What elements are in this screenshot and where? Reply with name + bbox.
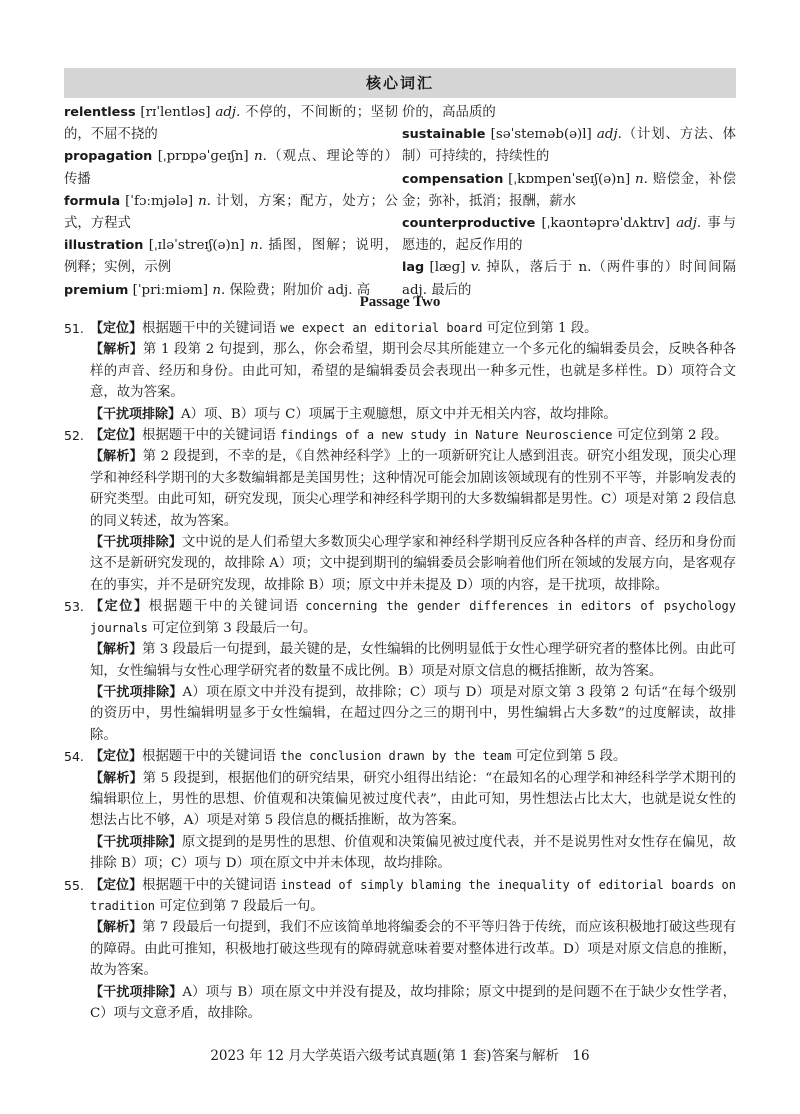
locate-label: 【定位】 [90, 599, 149, 615]
analysis-label: 【解析】 [90, 920, 143, 936]
question-number: 52. [64, 428, 84, 444]
vocab-def: 保险费；附加价 adj. 高 [225, 282, 371, 298]
vocab-word: relentless [64, 105, 136, 120]
question-number: 55. [64, 877, 84, 893]
vocab-def: 赔偿金，补偿金；弥补，抵消；报酬，薪水 [402, 171, 736, 209]
vocab-column-right [402, 102, 736, 302]
locate-label: 【定位】 [90, 877, 143, 893]
vocab-entry [64, 235, 398, 279]
vocab-list [64, 102, 736, 302]
vocab-pos: adj. [596, 127, 622, 143]
vocab-def: 插图，图解；说明，例释；实例，示例 [64, 238, 398, 276]
vocab-word: counterproductive [402, 216, 536, 232]
vocab-entry [64, 102, 398, 146]
vocab-def: 不停的，不间断的；坚韧的，不屈不挠的 [64, 105, 399, 143]
locate-text: 【定位】根据题干中的关键词语 findings of a new study in Nature Neuroscience 可定位到第 2 段。 [90, 428, 728, 444]
locate-label: 【定位】 [90, 428, 143, 444]
vocab-def: 掉队，落后于 n.（两件事的）时间间隔 adj. 最后的 [402, 260, 736, 298]
vocab-ipa: [səˈsteɪnəb(ə)l] [490, 127, 592, 143]
analysis-label: 【解析】 [90, 642, 143, 658]
locate-label: 【定位】 [90, 749, 143, 765]
vocab-entry [64, 191, 398, 235]
keyword-phrase: the conclusion drawn by the team [280, 749, 512, 764]
vocab-word: lag [402, 260, 425, 276]
question-53 [64, 596, 736, 746]
vocab-entry [402, 213, 736, 257]
exclusion-text: 【干扰项排除】A）项、B）项与 C）项属于主观臆想，原文中并无相关内容，故均排除。 [90, 406, 617, 422]
locate-text: 【定位】根据题干中的关键词语 instead of simply blaming the inequality of editorial boards on tradition 可定位到第 7 段最后一句。 [90, 877, 736, 914]
vocab-word: illustration [64, 238, 144, 254]
exclusion-text: 【干扰项排除】A）项与 B）项在原文中并没有提及，故均排除；原文中提到的是问题不在于缺少女性学者，C）项与文意矛盾，故排除。 [90, 984, 736, 1021]
vocab-def: （观点、理论等的）传播 [64, 149, 398, 187]
exclusion-label: 【干扰项排除】 [90, 684, 183, 700]
vocab-word: sustainable [402, 127, 486, 143]
question-52 [64, 425, 736, 596]
question-number: 54. [64, 749, 84, 765]
analysis-text: 【解析】第 5 段提到，根据他们的研究结果，研究小组得出结论：“在最知名的心理学和神经科学学术期刊的编辑职位上，男性的思想、价值观和决策偏见被过度代表”，由此可知，男性想法占比太大，也就是说女性的想法占比不够，A）项是对第 5 段信息的概括推断，故为答案。 [90, 770, 736, 829]
keyword-phrase: concerning the gender differences in editors of psychology journals [90, 599, 736, 635]
question-51 [64, 318, 736, 425]
vocab-pos: v. [470, 260, 481, 276]
locate-text: 【定位】根据题干中的关键词语 the conclusion drawn by the team 可定位到第 5 段。 [90, 749, 627, 765]
analysis-text: 【解析】第 2 段提到，不幸的是，《自然神经科学》上的一项新研究让人感到沮丧。研究小组发现，顶尖心理学和神经科学期刊的大多数编辑都是美国男性；这种情况可能会加剧该领域现有的性别不平等，并影响发表的研究类型。由此可知，研究发现，顶尖心理学和神经科学期刊的大多数编辑都是男性。C）项是对第 2 段信息的同义转述，故为答案。 [90, 449, 736, 529]
exclusion-label: 【干扰项排除】 [90, 406, 182, 422]
passage-title: Passage Two [359, 294, 441, 310]
vocab-ipa: [rɪˈlentləs] [140, 105, 211, 120]
answer-list [64, 318, 736, 1024]
vocab-entry [402, 124, 736, 168]
vocab-ipa: [ˌkɒmpenˈseɪʃ(ə)n] [508, 171, 631, 187]
page-footer: 2023 年 12 月大学英语六级考试真题(第 1 套)答案与解析 16 [210, 1048, 590, 1064]
vocab-word: premium [64, 282, 129, 298]
vocab-pos: adj. [676, 216, 702, 232]
vocab-word: compensation [402, 171, 504, 187]
vocab-def: 事与愿违的，起反作用的 [402, 216, 736, 254]
locate-label: 【定位】 [90, 321, 143, 336]
exclusion-text: 【干扰项排除】原文提到的是男性的思想、价值观和决策偏见被过度代表，并不是说男性对女性存在偏见，故排除 B）项；C）项与 D）项在原文中并未体现，故均排除。 [90, 834, 736, 872]
exclusion-label: 【干扰项排除】 [90, 535, 182, 551]
vocab-word: propagation [64, 149, 153, 165]
locate-text: 【定位】根据题干中的关键词语 we expect an editorial board 可定位到第 1 段。 [90, 321, 598, 336]
vocab-section-title: 核心词汇 [64, 68, 736, 98]
vocab-pos: n. [249, 238, 263, 254]
vocab-pos: n. [198, 193, 211, 209]
keyword-phrase: findings of a new study in Nature Neuroscience [280, 428, 613, 443]
vocab-pos: n. [635, 171, 648, 187]
exclusion-text: 【干扰项排除】A）项在原文中并没有提到，故排除；C）项与 D）项是对原文第 3 段第 2 句话“在每个级别的资历中，男性编辑明显多于女性编辑，在超过四分之三的期刊中，男性编辑占大多数”的过度解读，故排除。 [90, 684, 736, 743]
vocab-pos: adj. [215, 105, 241, 120]
vocab-ipa: [ˌprɒpəˈɡeɪʃn] [157, 149, 249, 165]
exclusion-label: 【干扰项排除】 [90, 984, 183, 1000]
vocab-ipa: [ˌkaʊntəprəˈdʌktɪv] [541, 216, 671, 232]
analysis-label: 【解析】 [90, 770, 143, 786]
analysis-label: 【解析】 [90, 449, 143, 465]
analysis-text: 【解析】第 3 段最后一句提到，最关键的是，女性编辑的比例明显低于女性心理学研究者的整体比例。由此可知，女性编辑与女性心理学研究者的数量不成比例。B）项是对原文信息的概括推断，故为答案。 [90, 642, 736, 679]
question-number: 51. [64, 321, 84, 336]
vocab-ipa: [ˈpriːmiəm] [132, 282, 209, 298]
vocab-column-left [64, 102, 398, 302]
keyword-phrase: we expect an editorial board [280, 321, 483, 335]
question-55 [64, 875, 736, 1025]
vocab-word: formula [64, 193, 121, 209]
vocab-def: 计划，方案；配方，处方；公式，方程式 [64, 193, 398, 232]
vocab-entry-continued: 价的，高品质的 [402, 105, 496, 120]
vocab-ipa: [ˈfɔːmjələ] [125, 193, 194, 209]
question-number: 53. [64, 599, 84, 615]
locate-text: 【定位】根据题干中的关键词语 concerning the gender differences in editors of psychology journals 可定位到第 3 段最后一句。 [90, 599, 736, 636]
vocab-entry [402, 169, 736, 213]
analysis-text: 【解析】第 7 段最后一句提到，我们不应该简单地将编委会的不平等归咎于传统，而应该积极地打破这些现有的障碍。由此可推知，积极地打破这些现有的障碍就意味着要对整体进行改革。D）项是对原文信息的推断，故为答案。 [90, 920, 736, 979]
vocab-ipa: [ˌɪləˈstreɪʃ(ə)n] [148, 238, 245, 254]
question-54 [64, 746, 736, 874]
vocab-entry [64, 146, 398, 190]
vocab-ipa: [læɡ] [429, 260, 466, 276]
exclusion-label: 【干扰项排除】 [90, 834, 182, 850]
analysis-label: 【解析】 [90, 342, 143, 358]
exclusion-text: 【干扰项排除】文中说的是人们希望大多数顶尖心理学家和神经科学期刊反应各种各样的声音、经历和身份而这不是新研究发现的，故排除 A）项；文中提到期刊的编辑委员会影响着他们所在领域的发展方向，是客观存在的事实，并不是研究发现，故排除 B）项；原文中并未提及 D）项的内容，是干扰项，故排除。 [90, 535, 736, 593]
vocab-def: （计划、方法、体制）可持续的，持续性的 [402, 127, 737, 165]
vocab-pos: n. [254, 149, 267, 165]
vocab-pos: n. [212, 282, 226, 298]
keyword-phrase: instead of simply blaming the inequality of editorial boards on tradition [90, 877, 736, 913]
analysis-text: 【解析】第 1 段第 2 句提到，那么，你会希望，期刊会尽其所能建立一个多元化的编辑委员会，反映各种各样的声音、经历和身份。由此可知，希望的是编辑委员会表现出一种多元性，也就是多样性。D）项符合文意，故为答案。 [90, 342, 736, 401]
